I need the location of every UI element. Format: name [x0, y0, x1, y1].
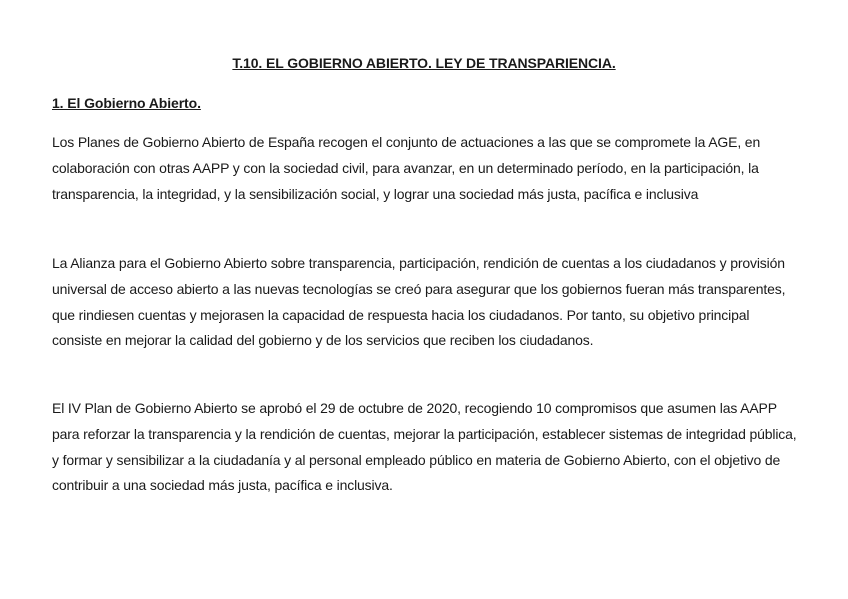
paragraph-alianza-gobierno-abierto: La Alianza para el Gobierno Abierto sobre transparencia, participación, rendición de cuentas a los ciudadanos y provisión universal de acceso abierto a las nuevas tecnologías se creó para asegurar que los gobiernos fueran más transparentes, que rindiesen cuentas y mejorasen la capacidad de respuesta hacia los ciudadanos. Por tanto, su objetivo principal consiste en mejorar la calidad del gobierno y de los servicios que reciben los ciudadanos.: [52, 255, 786, 349]
paragraph-planes-gobierno-abierto: Los Planes de Gobierno Abierto de España recogen el conjunto de actuaciones a las que se compromete la AGE, en colaboración con otras AAPP y con la sociedad civil, para avanzar, en un determinado período, en la participación, la transparencia, la integridad, y la sensibilización social, y lograr una sociedad más justa, pacífica e inclusiva: [52, 134, 761, 202]
document-title: T.10. EL GOBIERNO ABIERTO. LEY DE TRANSPARIENCIA.: [232, 55, 616, 71]
section-heading: 1. El Gobierno Abierto.: [52, 95, 201, 111]
paragraph-iv-plan: El IV Plan de Gobierno Abierto se aprobó el 29 de octubre de 2020, recogiendo 10 compromisos que asumen las AAPP para reforzar la transparencia y la rendición de cuentas, mejorar la participación, establecer sistemas de integridad pública, y formar y sensibilizar a la ciudadanía y al personal empleado público en materia de Gobierno Abierto, con el objetivo de contribuir a una sociedad más justa, pacífica e inclusiva.: [52, 400, 797, 494]
